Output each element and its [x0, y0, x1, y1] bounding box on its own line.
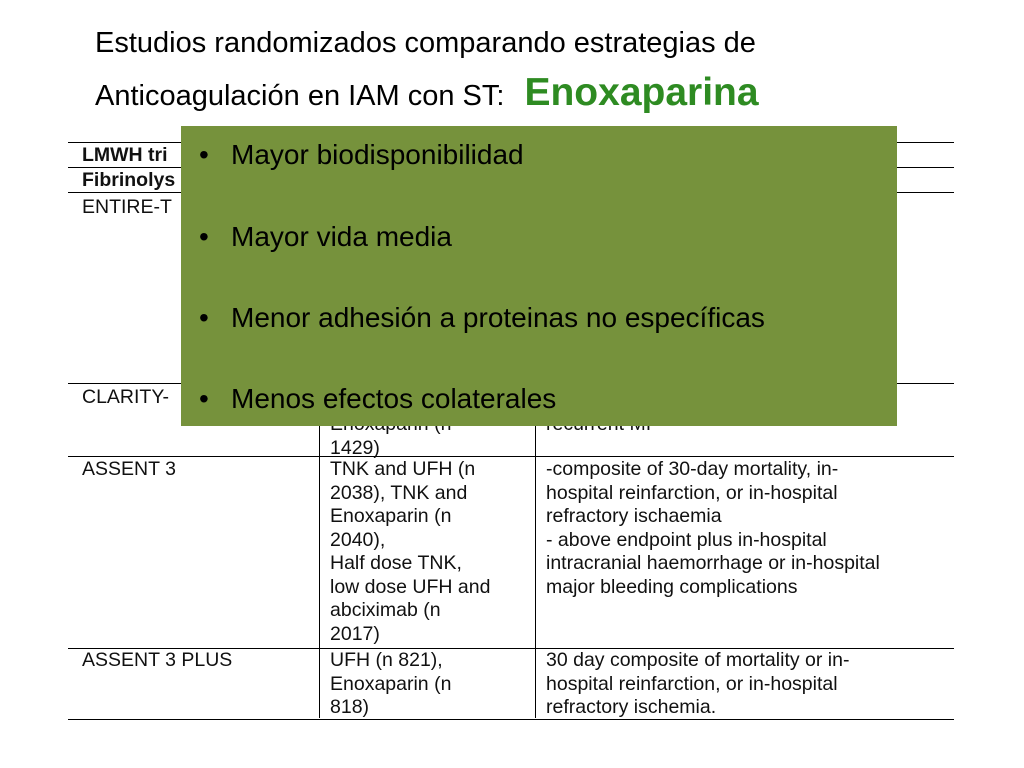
endpoint-line: hospital reinfarction, or in-hospital: [546, 481, 838, 504]
bullet-icon: •: [199, 221, 209, 252]
trial-arms: [330, 649, 451, 720]
arm-line: 2038), TNK and: [330, 481, 468, 504]
title-line-1: Estudios randomizados comparando estrategias de: [95, 27, 756, 59]
arm-line: Enoxaparin (n: [330, 505, 452, 527]
column-divider: [535, 384, 536, 718]
title-highlight: Enoxaparina: [524, 71, 759, 114]
arm-line: low dose UFH and: [330, 575, 491, 598]
trial-endpoints: [546, 649, 849, 720]
arm-line: 1429): [330, 436, 380, 459]
endpoint-line: refractory ischemia.: [546, 696, 717, 718]
advantage-text: Menor adhesión a proteinas no específicas: [231, 302, 765, 333]
arm-line: abciximab (n: [330, 599, 441, 621]
endpoint-line: major bleeding complications: [546, 575, 798, 598]
endpoint-line: - above endpoint plus in-hospital: [546, 528, 827, 551]
arm-line: TNK and UFH (n: [330, 458, 476, 480]
arm-line: 2040),: [330, 528, 386, 551]
endpoint-line: intracranial haemorrhage or in-hospital: [546, 552, 880, 574]
endpoint-line: 30 day composite of mortality or in-: [546, 649, 850, 671]
advantage-item: [199, 138, 524, 172]
arm-line: UFH (n 821),: [330, 649, 443, 671]
arm-line: 2017): [330, 622, 380, 645]
bullet-icon: •: [199, 383, 209, 414]
endpoint-line: -composite of 30-day mortality, in-: [546, 458, 839, 480]
advantage-text: Mayor vida media: [231, 221, 452, 252]
arm-line: Enoxaparin (n: [330, 672, 452, 695]
advantage-item: [199, 220, 452, 254]
endpoint-line: refractory ischaemia: [546, 505, 722, 527]
table-rule: [68, 719, 954, 720]
trial-name: ASSENT 3: [82, 458, 176, 480]
trial-name: CLARITY-: [82, 386, 170, 408]
slide-title: [95, 18, 975, 121]
trial-arms: [330, 458, 490, 646]
bullet-icon: •: [199, 302, 209, 333]
table-rule: [68, 456, 954, 457]
advantage-item: [199, 382, 556, 416]
trial-name: ENTIRE-T: [82, 196, 172, 218]
endpoint-line: hospital reinfarction, or in-hospital: [546, 672, 838, 695]
advantage-text: Menos efectos colaterales: [231, 383, 557, 414]
bullet-icon: •: [199, 139, 209, 170]
trial-name: ASSENT 3 PLUS: [82, 649, 233, 671]
advantage-text: Mayor biodisponibilidad: [231, 139, 524, 170]
column-divider: [319, 384, 320, 718]
advantages-box: [181, 126, 897, 426]
table-header-1: LMWH tri: [82, 144, 168, 166]
title-line-2: [95, 68, 975, 121]
arm-line: Half dose TNK,: [330, 552, 462, 574]
trial-endpoints: [546, 458, 880, 599]
table-header-2: Fibrinolys: [82, 169, 176, 191]
advantage-item: [199, 301, 765, 335]
arm-line: 818): [330, 696, 370, 718]
title-line-2-text: Anticoagulación en IAM con ST:: [95, 80, 505, 112]
